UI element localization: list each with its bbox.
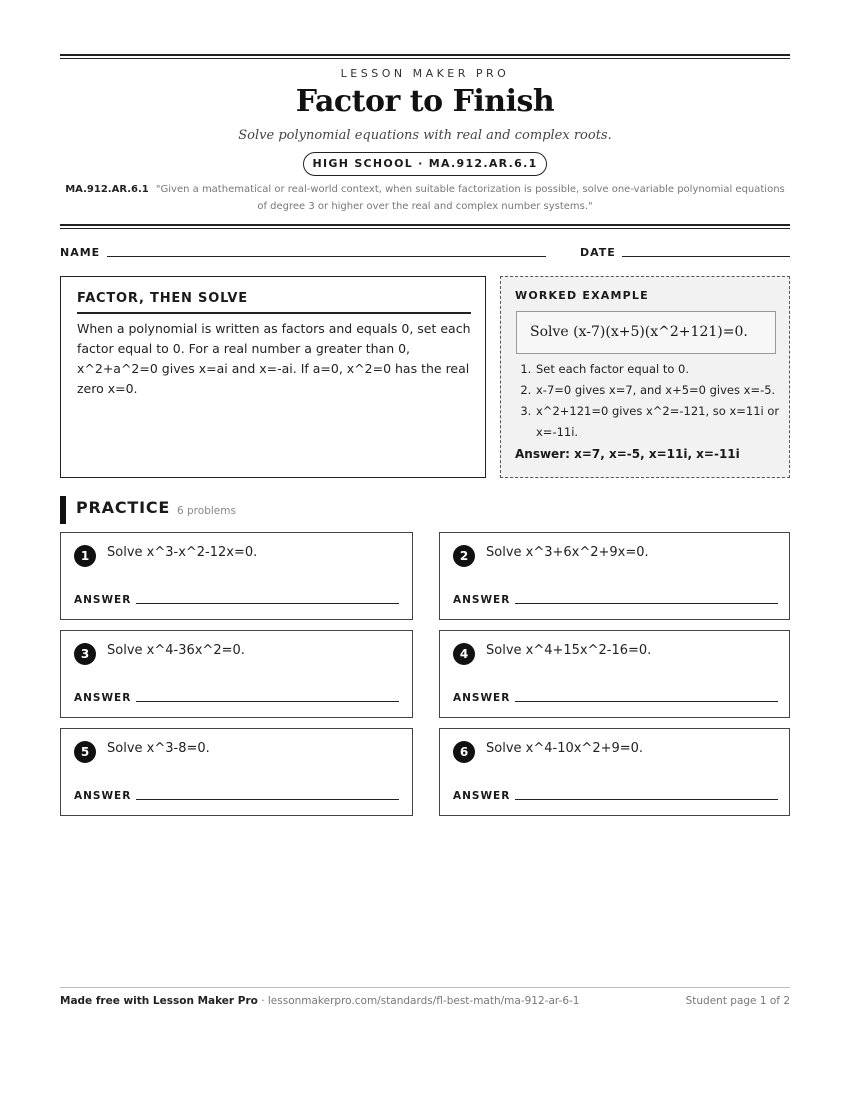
practice-accent-bar <box>60 496 66 524</box>
problem-card-2 <box>439 532 790 620</box>
answer-label: ANSWER <box>453 692 511 704</box>
concept-text: When a polynomial is written as factors and equals 0, set each factor equal to 0. For a real number a greater than 0, x^2+a^2=0 gives x=ai and x=-ai. If a=0, x^2=0 has the real zero x=0. <box>77 321 471 396</box>
problem-prompt: Solve x^4+15x^2-16=0. <box>486 643 652 658</box>
name-field[interactable] <box>107 256 546 257</box>
standard-description <box>60 181 790 215</box>
header-bottom-rule <box>60 224 790 229</box>
example-step: 3. x^2+121=0 gives x^2=-121, so x=11i or x=-11i. <box>535 401 797 443</box>
footer-made-with: Made free with Lesson Maker Pro <box>60 995 258 1007</box>
footer-rule <box>60 987 790 988</box>
example-step: 1. Set each factor equal to 0. <box>535 359 797 380</box>
page-subtitle: Solve polynomial equations with real and complex roots. <box>238 128 612 143</box>
problem-number: 1 <box>74 545 96 567</box>
answer-field[interactable] <box>515 701 778 702</box>
footer-credit <box>60 995 579 1007</box>
practice-title: PRACTICE <box>76 498 171 517</box>
problem-prompt: Solve x^4-10x^2+9=0. <box>486 741 644 756</box>
problem-card-3 <box>60 630 413 718</box>
worksheet-page <box>60 0 790 1100</box>
name-label: NAME <box>60 246 101 259</box>
problem-card-4 <box>439 630 790 718</box>
date-label: DATE <box>580 246 616 259</box>
problem-number: 3 <box>74 643 96 665</box>
worked-example-equation: Solve (x-7)(x+5)(x^2+121)=0. <box>516 311 776 354</box>
problem-prompt: Solve x^3-x^2-12x=0. <box>107 545 258 560</box>
answer-label: ANSWER <box>74 790 132 802</box>
problem-number: 5 <box>74 741 96 763</box>
answer-label: ANSWER <box>453 790 511 802</box>
answer-label: ANSWER <box>74 594 132 606</box>
problem-number: 4 <box>453 643 475 665</box>
date-field[interactable] <box>622 256 790 257</box>
practice-count: 6 problems <box>177 505 236 517</box>
standard-code: MA.912.AR.6.1 <box>65 184 149 195</box>
worked-example-title: WORKED EXAMPLE <box>515 289 649 302</box>
concept-title: FACTOR, THEN SOLVE <box>77 291 471 314</box>
top-rule <box>60 54 790 59</box>
footer-page-number: Student page 1 of 2 <box>685 995 790 1007</box>
problem-prompt: Solve x^4-36x^2=0. <box>107 643 245 658</box>
standard-text: "Given a mathematical or real-world context, when suitable factorization is possible, solve one-variable polynomial equations of degree 3 or higher over the real and complex number systems." <box>155 184 785 212</box>
problem-number: 2 <box>453 545 475 567</box>
problem-prompt: Solve x^3-8=0. <box>107 741 210 756</box>
answer-field[interactable] <box>136 799 399 800</box>
problem-card-1 <box>60 532 413 620</box>
footer-url[interactable]: · lessonmakerpro.com/standards/fl-best-math/ma-912-ar-6-1 <box>257 995 580 1007</box>
page-title: Factor to Finish <box>295 84 555 119</box>
worked-example-steps <box>521 359 797 443</box>
answer-label: ANSWER <box>453 594 511 606</box>
worked-example-answer: Answer: x=7, x=-5, x=11i, x=-11i <box>515 447 740 461</box>
answer-field[interactable] <box>515 799 778 800</box>
problem-card-6 <box>439 728 790 816</box>
grade-standard-badge: HIGH SCHOOL · MA.912.AR.6.1 <box>303 152 547 176</box>
answer-label: ANSWER <box>74 692 132 704</box>
brand-label: LESSON MAKER PRO <box>340 67 510 80</box>
concept-box <box>60 276 486 478</box>
problem-number: 6 <box>453 741 475 763</box>
answer-field[interactable] <box>136 701 399 702</box>
answer-field[interactable] <box>136 603 399 604</box>
problem-prompt: Solve x^3+6x^2+9x=0. <box>486 545 649 560</box>
answer-field[interactable] <box>515 603 778 604</box>
worked-example-box <box>500 276 790 478</box>
problem-card-5 <box>60 728 413 816</box>
example-step: 2. x-7=0 gives x=7, and x+5=0 gives x=-5. <box>535 380 797 401</box>
